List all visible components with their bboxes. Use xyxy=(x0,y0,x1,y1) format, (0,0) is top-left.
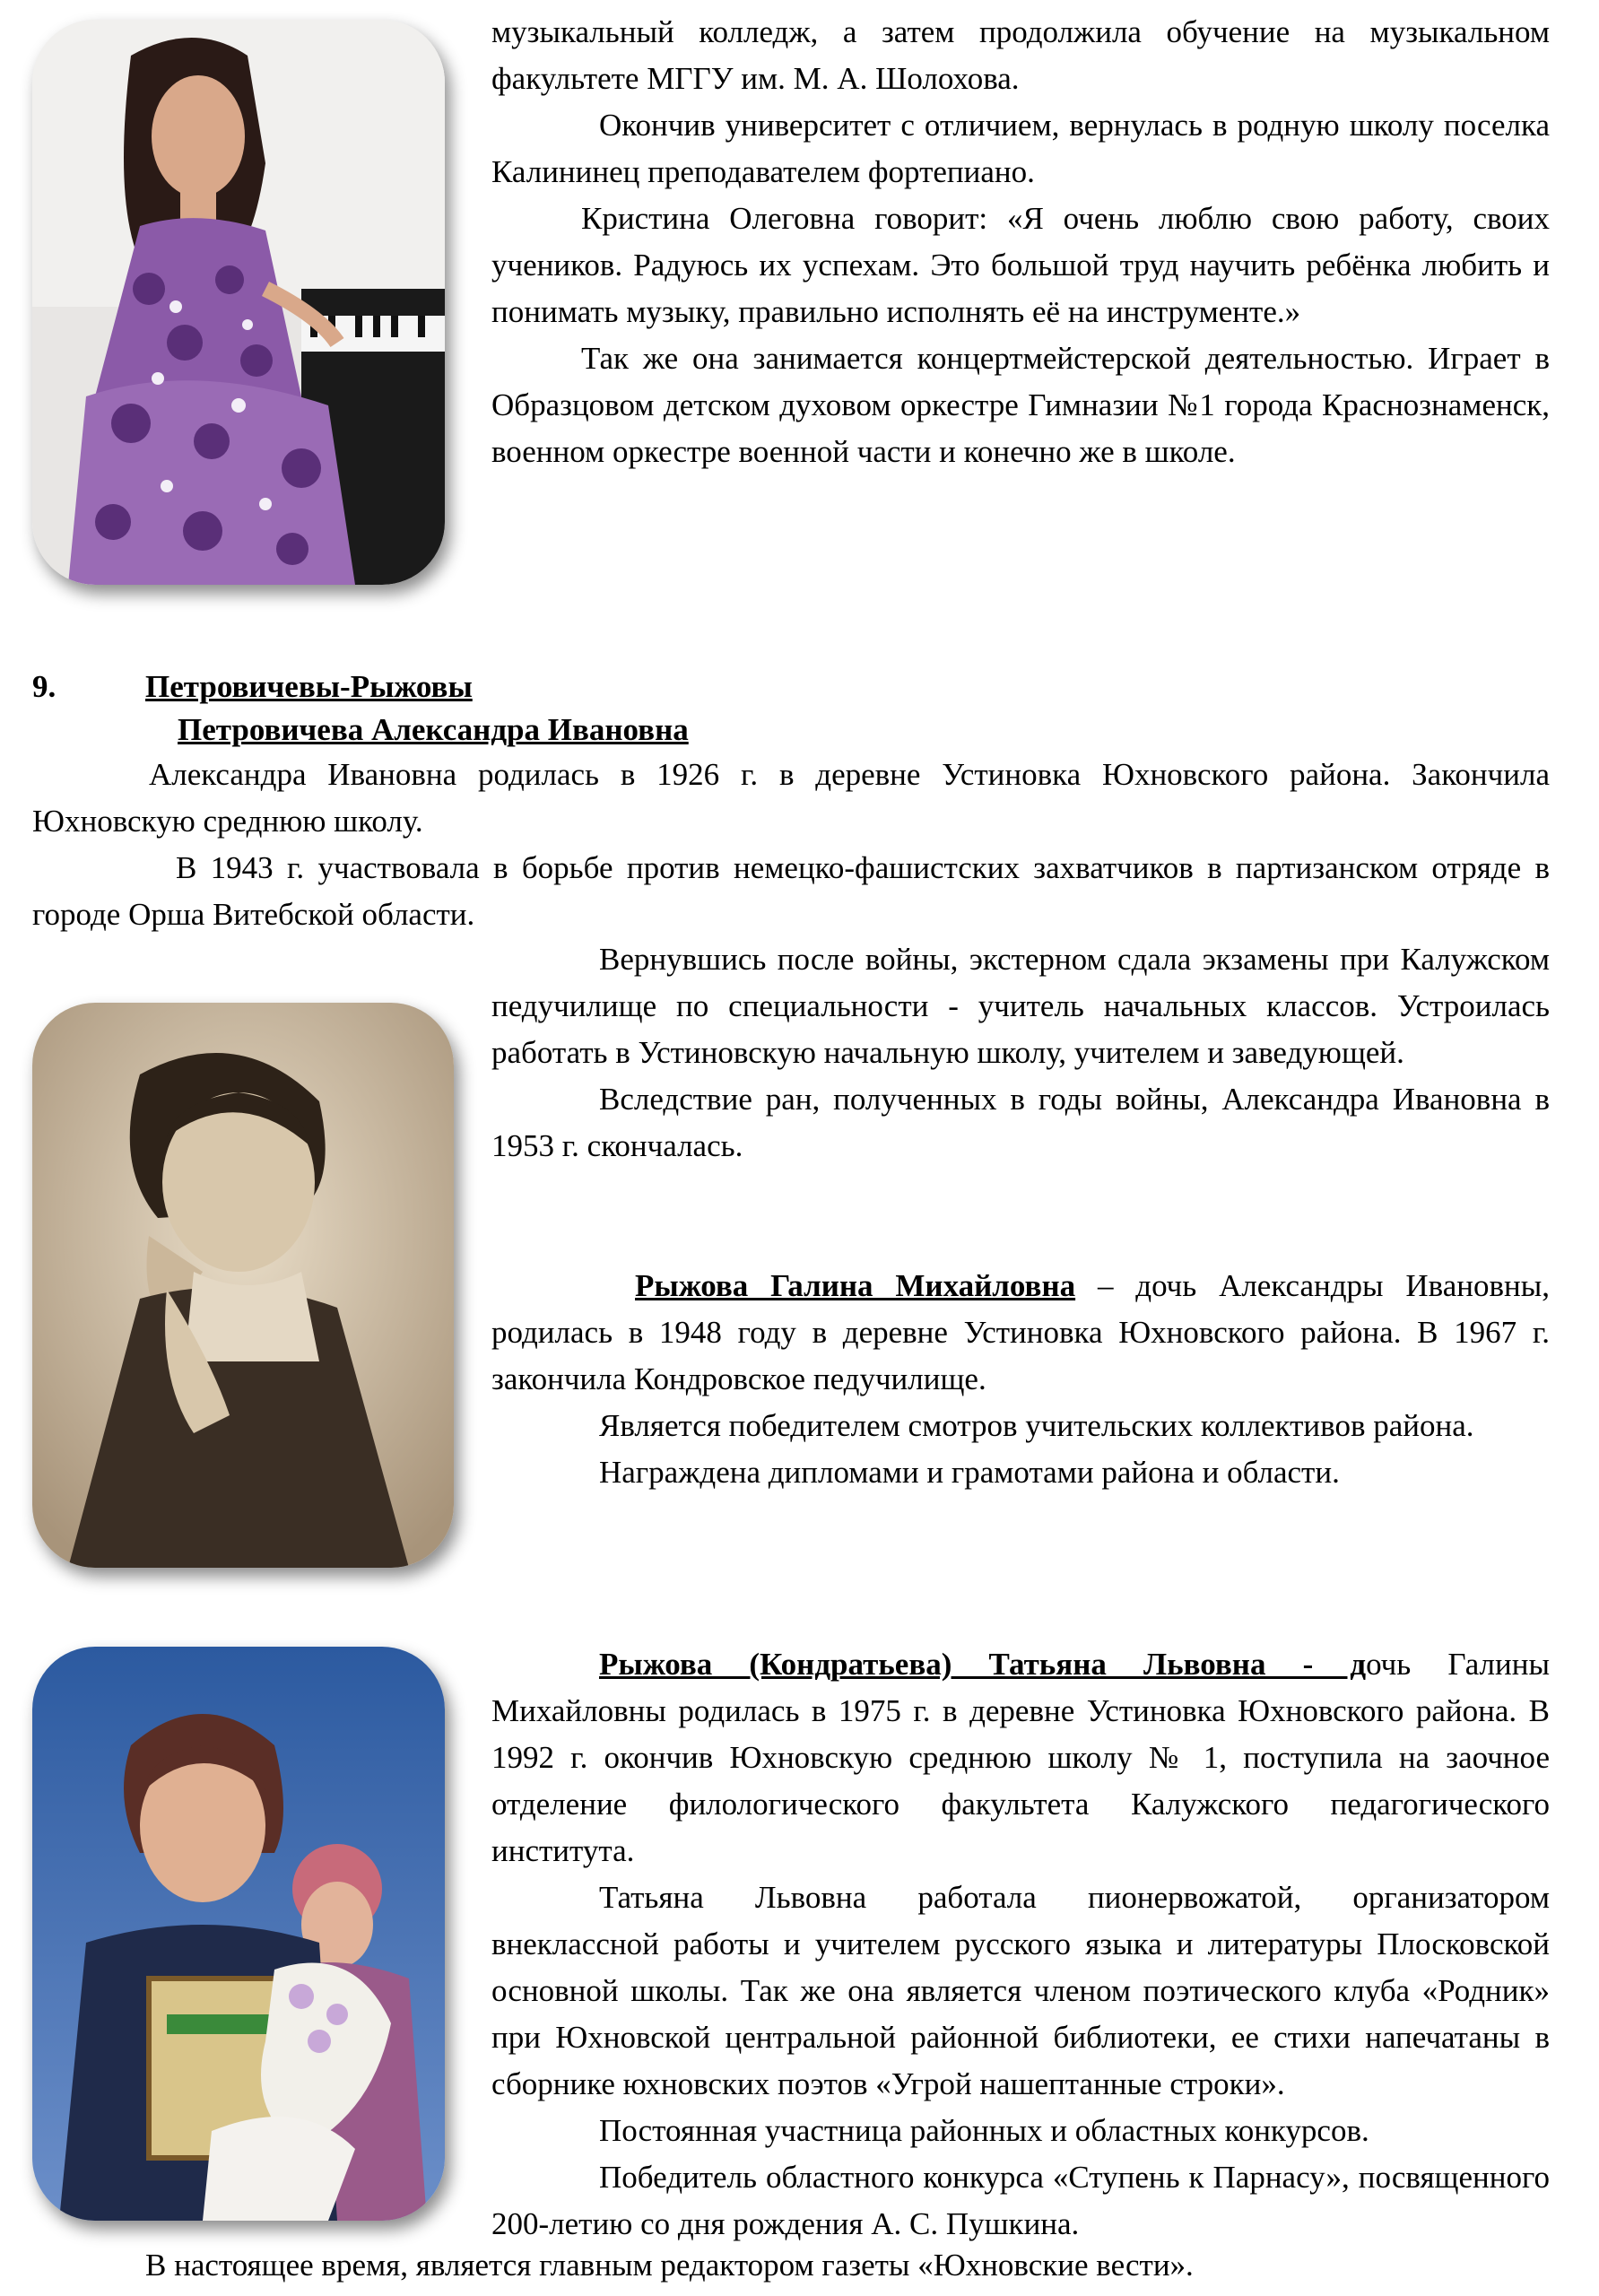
paragraph: Так же она занимается концертмейстерской деятельностью. Играет в Образцовом детском духовом оркестре Гимназии №1 города Краснознаменск, военном оркестре военной части и конечно же в школе. xyxy=(491,341,1550,469)
family-title: Петровичевы-Рыжовы xyxy=(145,669,473,704)
person3-bio xyxy=(491,1641,1550,2248)
closing-line: В настоящее время, является главным редактором газеты «Юхновские вести». xyxy=(145,2248,1194,2283)
vintage-portrait-photo xyxy=(32,1003,454,1568)
person2-bio xyxy=(491,1263,1550,1496)
paragraph: Вернувшись после войны, экстерном сдала экзамены при Калужском педучилище по специальности - учитель начальных классов. Устроилась работать в Устиновскую начальную школу, учителем и заведующей. xyxy=(491,942,1550,1070)
person1-bio-right xyxy=(491,936,1550,1170)
paragraph: Окончив университет с отличием, вернулась в родную школу поселка Калининец преподавателем фортепиано. xyxy=(491,108,1550,189)
section-number: 9. xyxy=(32,669,56,704)
person1-bio-top xyxy=(32,752,1550,938)
person1-name: Петровичева Александра Ивановна xyxy=(178,712,689,747)
paragraph: Награждена дипломами и грамотами района и области. xyxy=(599,1455,1340,1490)
portrait-woman-at-piano-photo xyxy=(32,20,445,585)
paragraph: музыкальный колледж, а затем продолжила обучение на музыкальном факультете МГГУ им. М. А. Шолохова. xyxy=(491,14,1550,96)
portrait-woman-with-diploma-photo xyxy=(32,1647,445,2221)
block1-text xyxy=(491,9,1550,475)
person3-intro: очь Галины Михайловны родилась в 1975 г. в деревне Устиновка Юхновского района. В 1992 г. окончив Юхновскую среднюю школу № 1, поступила на заочное отделение филологического факультета Калужского педагогического института. xyxy=(491,1647,1550,1868)
paragraph: Кристина Олеговна говорит: «Я очень люблю свою работу, своих учеников. Радуюсь их успехам. Это большой труд научить ребёнка любить и понимать музыку, правильно исполнять её на инструменте.» xyxy=(491,201,1550,329)
paragraph: Победитель областного конкурса «Ступень к Парнасу», посвященного 200-летию со дня рождения А. С. Пушкина. xyxy=(491,2160,1550,2241)
paragraph: Татьяна Львовна работала пионервожатой, организатором внеклассной работы и учителем русского языка и литературы Плосковской основной школы. Так же она является членом поэтического клуба «Родник» при Юхновской центральной районной библиотеки, ее стихи напечатаны в сборнике юхновских поэтов «Угрой нашептанные строки». xyxy=(491,1880,1550,2101)
paragraph: Постоянная участница районных и областных конкурсов. xyxy=(599,2113,1369,2148)
person3-name: Рыжова (Кондратьева) Татьяна Львовна - д xyxy=(599,1647,1367,1682)
paragraph: Вследствие ран, полученных в годы войны, Александра Ивановна в 1953 г. скончалась. xyxy=(491,1082,1550,1163)
person2-name: Рыжова Галина Михайловна xyxy=(635,1268,1076,1303)
paragraph: Является победителем смотров учительских коллективов района. xyxy=(599,1408,1474,1443)
paragraph: Александра Ивановна родилась в 1926 г. в деревне Устиновка Юхновского района. Закончила Юхновскую среднюю школу. xyxy=(32,757,1550,839)
person2-intro: – дочь Александры Ивановны, родилась в 1948 году в деревне Устиновка Юхновского района. В 1967 г. закончила Кондровское педучилище. xyxy=(491,1268,1550,1396)
paragraph: В 1943 г. участвовала в борьбе против немецко-фашистских захватчиков в партизанском отряде в городе Орша Витебской области. xyxy=(32,850,1550,932)
